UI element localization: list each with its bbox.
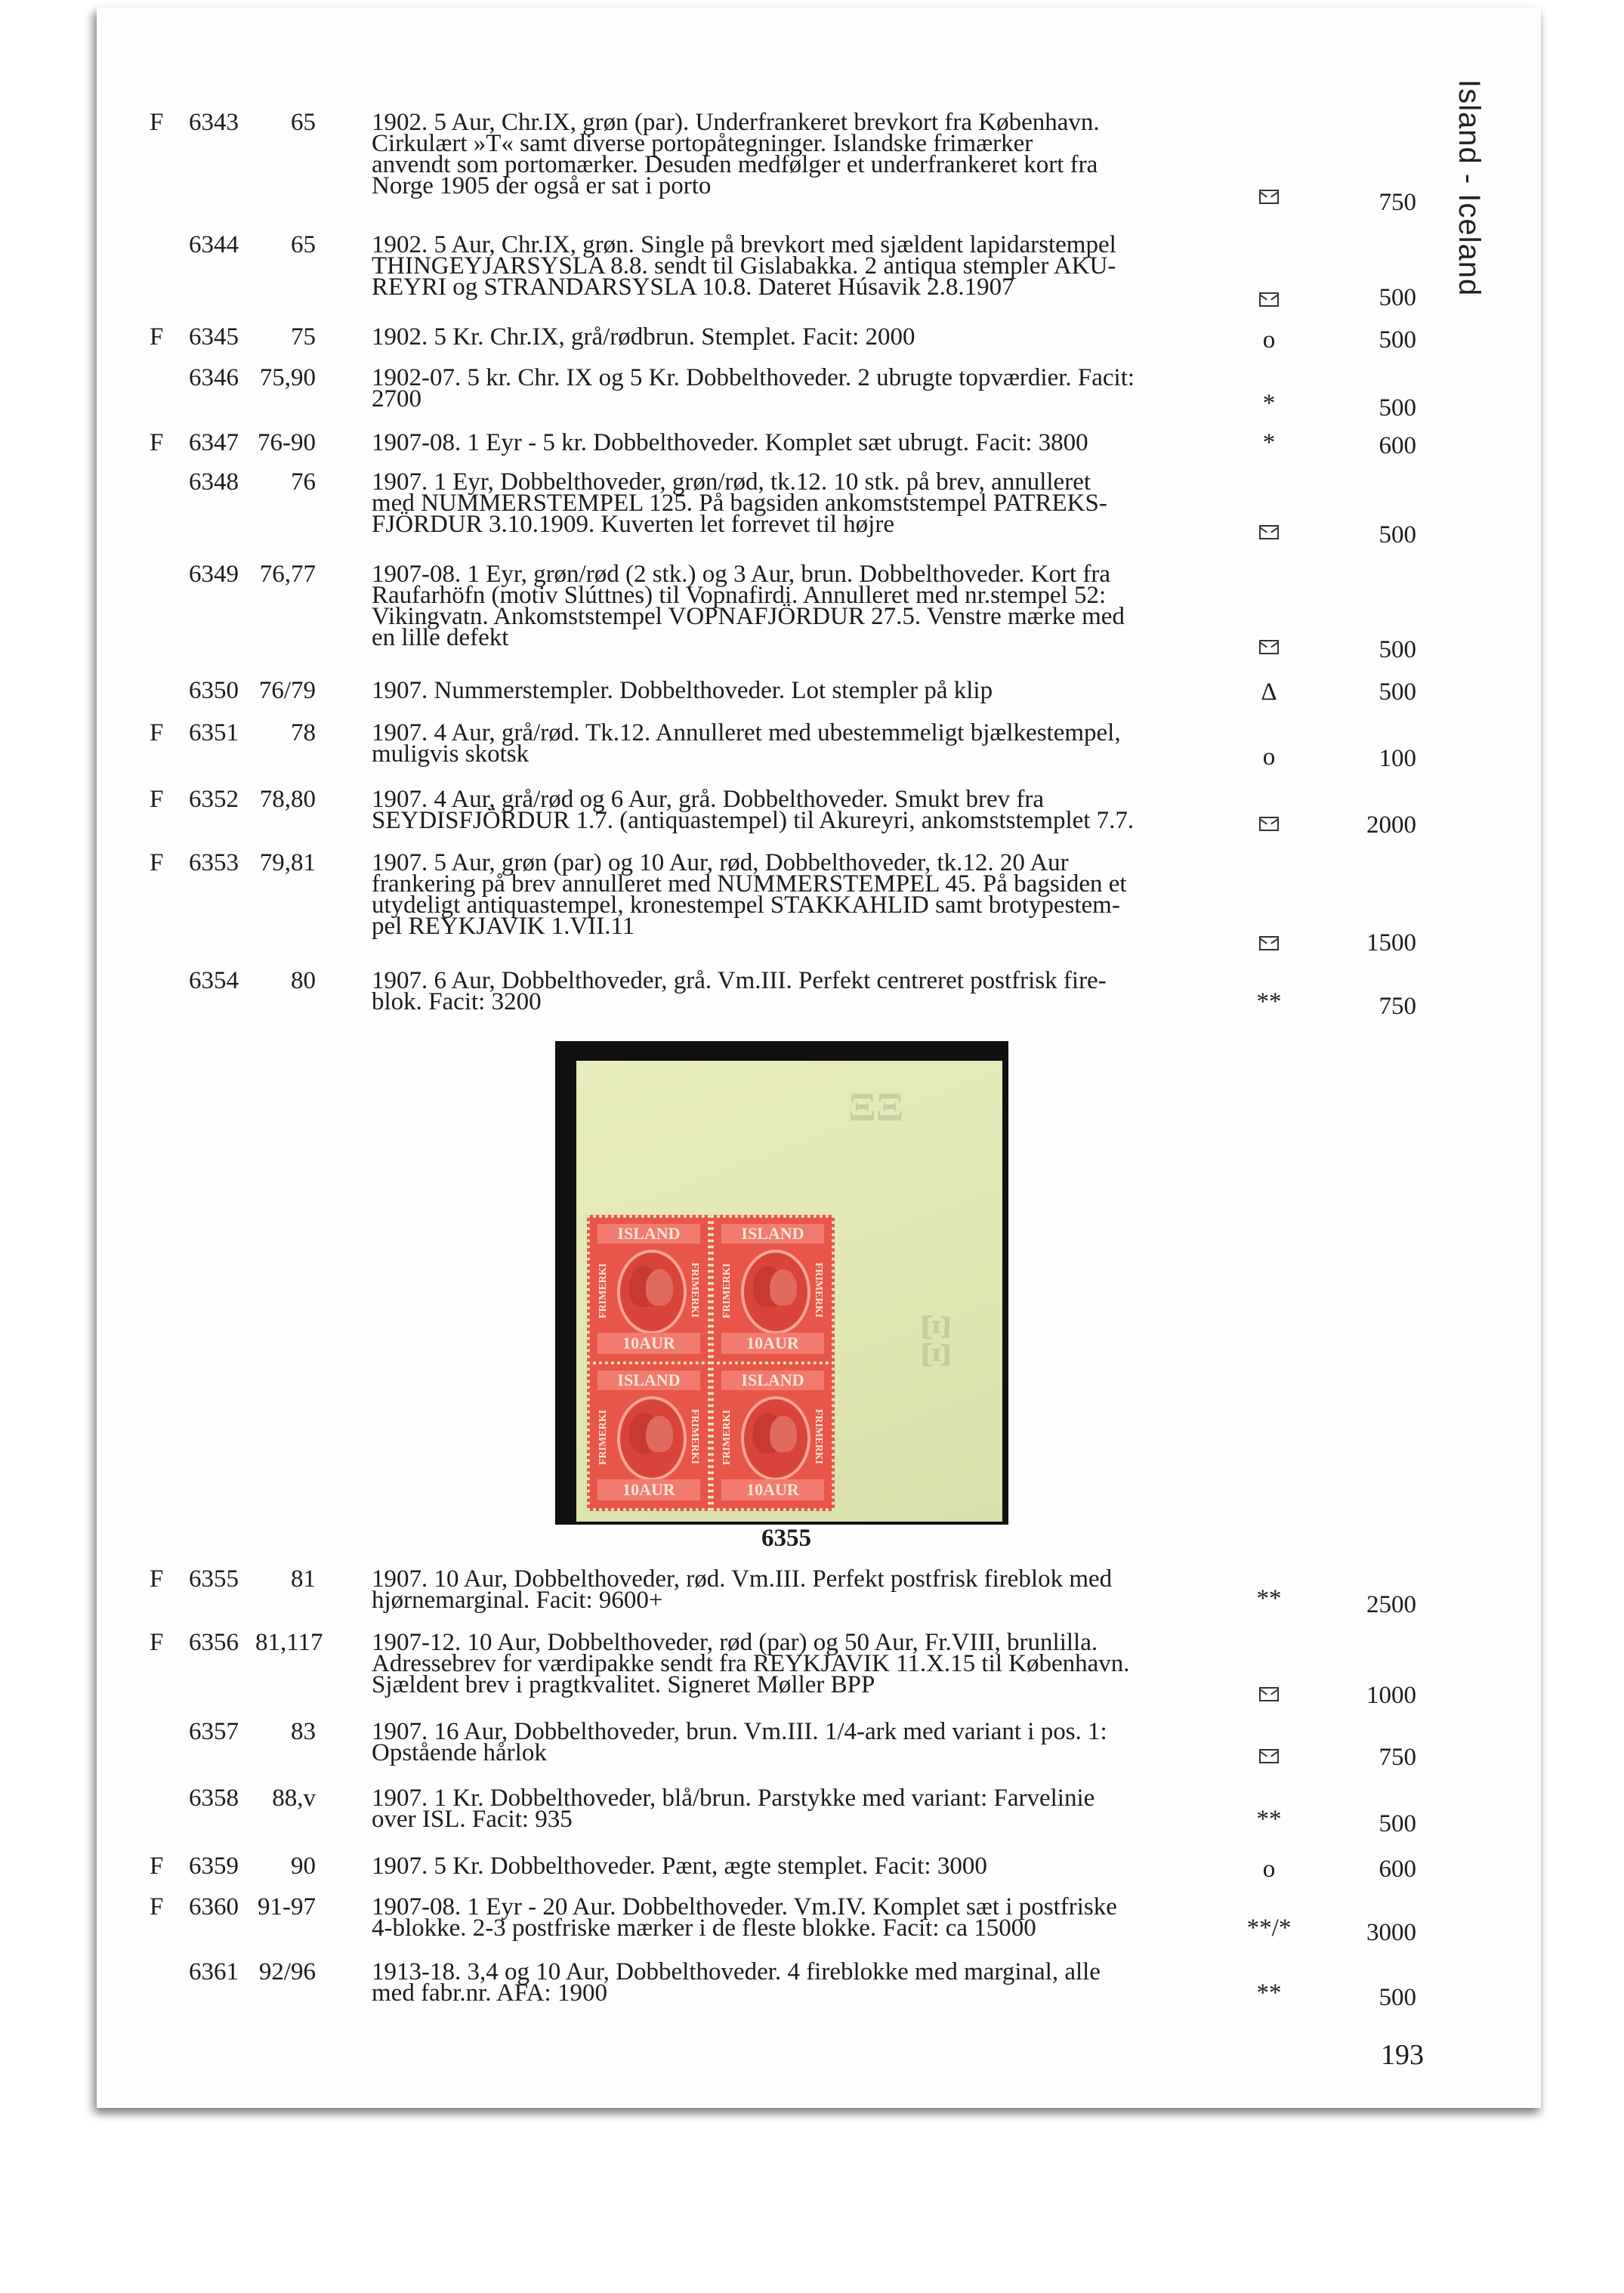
lot-price: 750 <box>1379 993 1416 1020</box>
catalog-number: 76 <box>291 468 316 496</box>
lot-price: 500 <box>1379 326 1416 354</box>
sheet-margin <box>576 1061 1002 1522</box>
lot-number: 6357 <box>189 1718 239 1745</box>
lot-number: 6347 <box>189 429 239 456</box>
lot-number: 6349 <box>189 561 239 588</box>
catalog-number: 65 <box>291 231 316 258</box>
stamp-country: ISLAND <box>721 1224 824 1244</box>
lot-flag: F <box>150 1629 164 1656</box>
envelope-icon <box>1239 1744 1299 1765</box>
catalog-number: 81,117 <box>255 1629 323 1656</box>
page-number: 193 <box>1381 2039 1424 2071</box>
lot-flag: F <box>150 323 164 351</box>
condition-mark: o <box>1262 326 1276 354</box>
catalog-number: 76-90 <box>258 429 316 456</box>
condition-mark: ** <box>1256 1806 1282 1833</box>
catalog-number: 92/96 <box>258 1958 316 1986</box>
catalog-number: 76,77 <box>259 561 316 588</box>
lot-price: 600 <box>1379 432 1416 459</box>
catalog-number: 78,80 <box>259 786 316 813</box>
lot-flag: F <box>150 1893 164 1921</box>
lot-flag: F <box>150 109 164 136</box>
stamp-side-text: FRIMERKI <box>813 1409 824 1465</box>
lot-number: 6346 <box>189 364 239 391</box>
stamp <box>587 1215 711 1364</box>
lot-price: 500 <box>1379 284 1416 311</box>
catalog-number: 80 <box>291 967 316 994</box>
stamp-side-text: FRIMERKI <box>689 1409 700 1465</box>
catalog-number: 75,90 <box>259 364 316 391</box>
lot-price: 2000 <box>1366 811 1416 839</box>
stamp-side-text: FRIMERKI <box>813 1262 824 1318</box>
lot-price: 3000 <box>1366 1919 1416 1946</box>
catalog-number: 91-97 <box>258 1893 316 1921</box>
envelope-icon <box>1239 287 1299 308</box>
condition-mark: Δ <box>1261 678 1277 706</box>
catalog-number: 76/79 <box>258 677 316 704</box>
condition-mark: o <box>1262 743 1276 771</box>
lot-description: 1907. 1 Kr. Dobbelthoveder, blå/brun. Parstykke med variant: Farvelinie over ISL. Facit: 935 <box>372 1785 1095 1833</box>
lot-description: 1907-12. 10 Aur, Dobbelthoveder, rød (par) og 50 Aur, Fr.VIII, brunlilla. Adressebrev for værdipakke sendt fra REYKJAVIK 11.X.15 til København. Sjældent brev i pragtkvalitet. Signeret Møller BPP <box>372 1629 1130 1698</box>
lot-description: 1907. 5 Aur, grøn (par) og 10 Aur, rød, Dobbelthoveder, tk.12. 20 Aur frankering på brev annulleret med NUMMERSTEMPEL 45. På bagsiden et utydeligt antiquastempel, kronestempel STAKKAHLID samt brotypestem- pel REYKJAVIK 1.VII.11 <box>372 849 1127 940</box>
condition-mark: o <box>1262 1856 1276 1883</box>
condition-mark: ** <box>1256 1979 1282 2007</box>
lot-description: 1913-18. 3,4 og 10 Aur, Dobbelthoveder. 4 fireblokke med marginal, alle med fabr.nr. AFA: 1900 <box>372 1958 1101 2007</box>
condition-mark: * <box>1262 390 1276 417</box>
lot-price: 500 <box>1379 1984 1416 2011</box>
lot-price: 750 <box>1379 1744 1416 1771</box>
lot-price: 750 <box>1379 189 1416 216</box>
lot-description: 1907. 5 Kr. Dobbelthoveder. Pænt, ægte stemplet. Facit: 3000 <box>372 1853 987 1880</box>
lot-description: 1907. 10 Aur, Dobbelthoveder, rød. Vm.III. Perfekt postfrisk fireblok med hjørnemarginal. Facit: 9600+ <box>372 1565 1113 1614</box>
photo-caption: 6355 <box>761 1525 811 1552</box>
lot-number: 6354 <box>189 967 239 994</box>
lot-number: 6361 <box>189 1958 239 1986</box>
stamp-side-text: FRIMERKI <box>689 1262 700 1318</box>
catalog-number: 75 <box>291 323 316 351</box>
lot-description: 1907-08. 1 Eyr - 20 Aur. Dobbelthoveder. Vm.IV. Komplet sæt i postfriske 4-blokke. 2-3 postfriske mærker i de fleste blokke. Facit: ca 15000 <box>372 1893 1117 1942</box>
stamp <box>587 1361 711 1511</box>
lot-price: 2500 <box>1366 1591 1416 1618</box>
lot-description: 1907-08. 1 Eyr, grøn/rød (2 stk.) og 3 Aur, brun. Dobbelthoveder. Kort fra Raufarhöfn (motiv Slúttnes) til Vopnafirdi. Annulleret med nr.stempel 52: Vikingvatn. Ankomststempel VOPNAFJÖRDUR 27.5. Venstre mærke med en lille defekt <box>372 561 1125 651</box>
lot-flag: F <box>150 1565 164 1593</box>
lot-price: 500 <box>1379 1810 1416 1837</box>
condition-mark: **/* <box>1246 1914 1292 1942</box>
lot-number: 6355 <box>189 1565 239 1593</box>
watermark: ΞΞ <box>913 1313 959 1369</box>
stamp-block-photo <box>555 1041 1008 1525</box>
stamp-side-text: FRIMERKI <box>721 1262 733 1318</box>
lot-flag: F <box>150 849 164 876</box>
lot-number: 6356 <box>189 1629 239 1656</box>
condition-mark: ** <box>1256 988 1282 1015</box>
lot-number: 6359 <box>189 1853 239 1880</box>
stamp-value: 10AUR <box>721 1333 824 1354</box>
stamp-side-text: FRIMERKI <box>721 1409 733 1465</box>
envelope-icon <box>1239 1682 1299 1703</box>
lot-number: 6348 <box>189 468 239 496</box>
stamp-portrait <box>617 1396 687 1481</box>
lot-price: 600 <box>1379 1856 1416 1883</box>
lot-flag: F <box>150 429 164 456</box>
lot-description: 1907. 6 Aur, Dobbelthoveder, grå. Vm.III. Perfekt centreret postfrisk fire- blok. Facit: 3200 <box>372 967 1107 1015</box>
stamp-portrait <box>741 1396 810 1481</box>
lot-number: 6345 <box>189 323 239 351</box>
lot-description: 1907. 4 Aur, grå/rød og 6 Aur, grå. Dobbelthoveder. Smukt brev fra SEYDISFJÖRDUR 1.7. (antiquastempel) til Akureyri, ankomststemplet 7.7. <box>372 786 1135 834</box>
catalog-number: 90 <box>291 1853 316 1880</box>
envelope-icon <box>1239 811 1299 833</box>
lot-price: 500 <box>1379 521 1416 549</box>
catalog-number: 88,v <box>272 1785 316 1812</box>
condition-mark: ** <box>1256 1585 1282 1612</box>
lot-description: 1907. 4 Aur, grå/rød. Tk.12. Annulleret med ubestemmeligt bjælkestempel, muligvis skotsk <box>372 719 1121 768</box>
stamp-value: 10AUR <box>597 1333 700 1354</box>
envelope-icon <box>1239 184 1299 206</box>
lot-flag: F <box>150 786 164 813</box>
catalog-number: 83 <box>291 1718 316 1745</box>
envelope-icon <box>1239 635 1299 656</box>
lot-number: 6343 <box>189 109 239 136</box>
watermark: ΞΞ <box>848 1084 904 1130</box>
catalog-number: 79,81 <box>259 849 316 876</box>
stamp-country: ISLAND <box>721 1371 824 1390</box>
lot-description: 1907. 1 Eyr, Dobbelthoveder, grøn/rød, tk.12. 10 stk. på brev, annulleret med NUMMERSTEMPEL 125. På bagsiden ankomststempel PATREKS- FJÖRDUR 3.10.1909. Kuverten let forrevet til højre <box>372 468 1107 538</box>
lot-number: 6350 <box>189 677 239 704</box>
lot-price: 500 <box>1379 678 1416 706</box>
condition-mark: * <box>1262 429 1276 456</box>
stamp-portrait <box>741 1250 810 1334</box>
stamp-portrait <box>617 1250 687 1334</box>
lot-price: 1500 <box>1366 929 1416 956</box>
lot-description: 1907-08. 1 Eyr - 5 kr. Dobbelthoveder. Komplet sæt ubrugt. Facit: 3800 <box>372 429 1088 456</box>
lot-number: 6351 <box>189 719 239 746</box>
lot-flag: F <box>150 719 164 746</box>
lot-number: 6344 <box>189 231 239 258</box>
stamp-value: 10AUR <box>597 1479 700 1500</box>
lot-description: 1902. 5 Aur, Chr.IX, grøn. Single på brevkort med sjældent lapidarstempel THINGEYJARSYSLA 8.8. sendt til Gislabakka. 2 antiqua stempler AKU- REYRI og STRANDARSYSLA 10.8. Dateret Húsavik 2.8.1907 <box>372 231 1116 301</box>
envelope-icon <box>1239 520 1299 541</box>
stamp-value: 10AUR <box>721 1479 824 1500</box>
catalog-number: 78 <box>291 719 316 746</box>
lot-price: 1000 <box>1366 1682 1416 1709</box>
catalog-number: 65 <box>291 109 316 136</box>
stamp-side-text: FRIMERKI <box>597 1409 609 1465</box>
stamp <box>711 1215 835 1364</box>
lot-description: 1907. 16 Aur, Dobbelthoveder, brun. Vm.III. 1/4-ark med variant i pos. 1: Opstående hårlok <box>372 1718 1107 1766</box>
stamp-country: ISLAND <box>597 1224 700 1244</box>
stamp-side-text: FRIMERKI <box>597 1262 609 1318</box>
catalog-number: 81 <box>291 1565 316 1593</box>
lot-number: 6352 <box>189 786 239 813</box>
envelope-icon <box>1239 931 1299 952</box>
lot-number: 6358 <box>189 1785 239 1812</box>
lot-flag: F <box>150 1853 164 1880</box>
lot-price: 500 <box>1379 394 1416 422</box>
lot-number: 6360 <box>189 1893 239 1921</box>
section-title: Island - Iceland <box>1453 79 1486 297</box>
lot-description: 1902. 5 Kr. Chr.IX, grå/rødbrun. Stemplet. Facit: 2000 <box>372 323 915 351</box>
stamp-country: ISLAND <box>597 1371 700 1390</box>
stamp <box>711 1361 835 1511</box>
lot-description: 1902-07. 5 kr. Chr. IX og 5 Kr. Dobbelthoveder. 2 ubrugte topværdier. Facit: 2700 <box>372 364 1135 413</box>
lot-price: 500 <box>1379 636 1416 663</box>
lot-number: 6353 <box>189 849 239 876</box>
lot-price: 100 <box>1379 745 1416 772</box>
lot-description: 1902. 5 Aur, Chr.IX, grøn (par). Underfrankeret brevkort fra København. Cirkulært »T« samt diverse portopåtegninger. Islandske frimærker anvendt som portomærker. Desuden medfølger et underfrankeret kort fra Norge 1905 der også er sat i porto <box>372 109 1100 199</box>
lot-description: 1907. Nummerstempler. Dobbelthoveder. Lot stempler på klip <box>372 677 993 704</box>
